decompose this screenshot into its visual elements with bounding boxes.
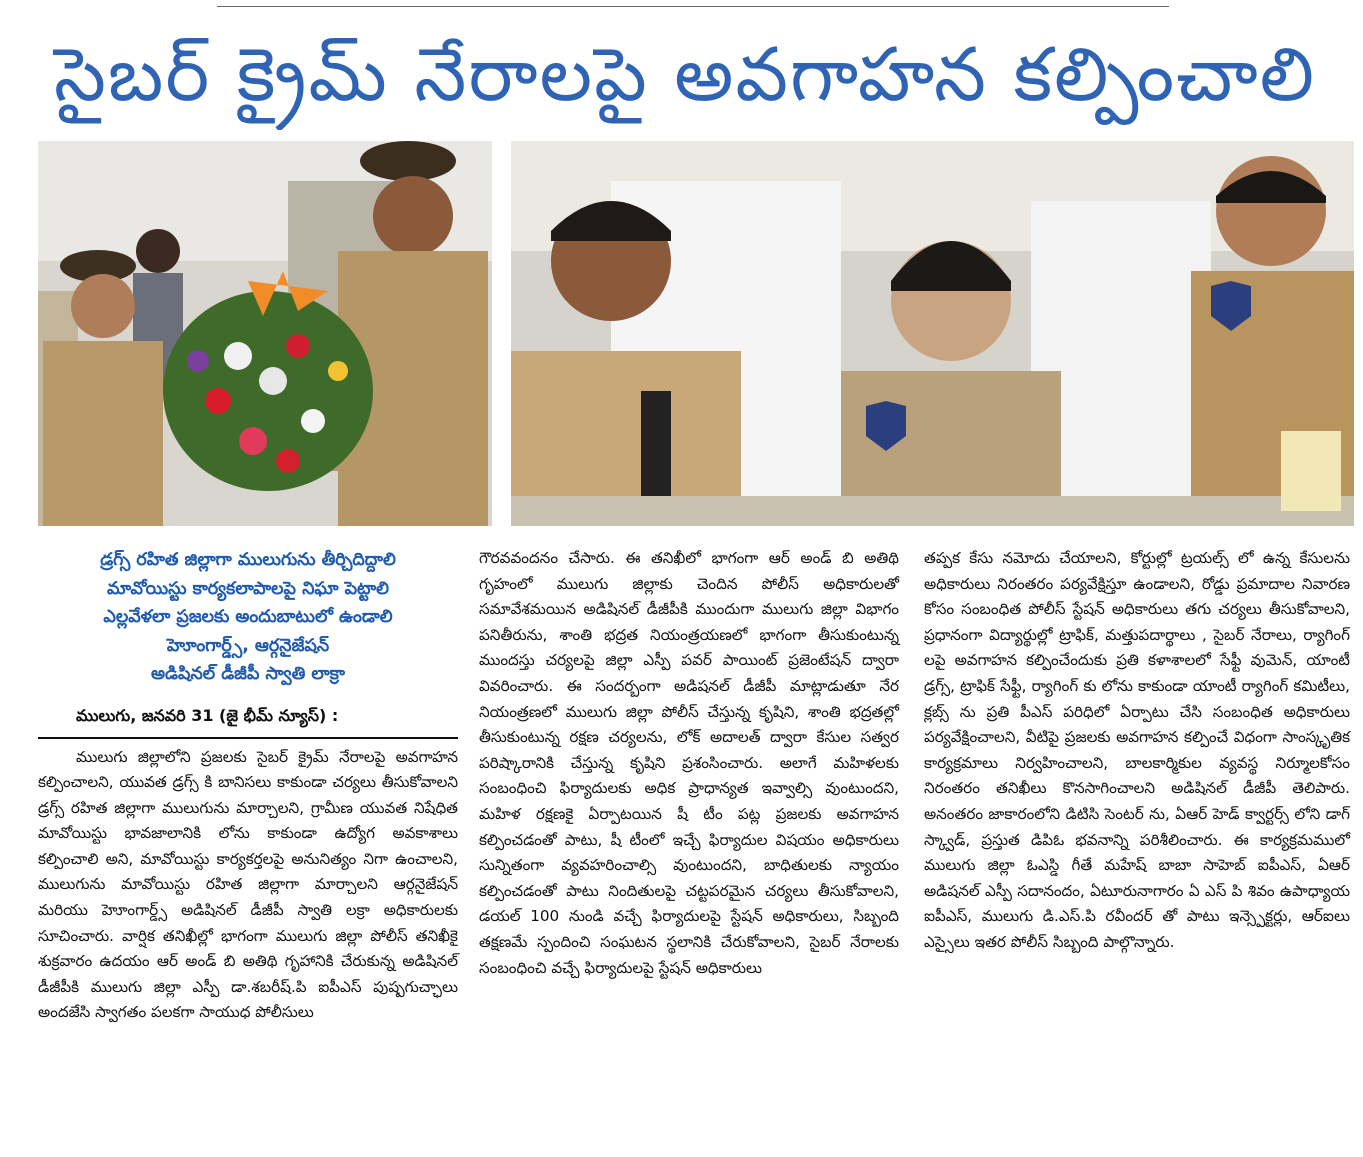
headline: సైబర్ క్రైమ్ నేరాలపై అవగాహన కల్పించాలి — [53, 32, 1317, 118]
article-text-col3: తప్పక కేసు నమోదు చేయాలని, కోర్టుల్లో ట్రయల్స్ లో ఉన్న కేసులను అధికారులు నిరంతరం పర్యవేక్షిస్తూ ఉండాలని, రోడ్డు ప్రమాదాల నివారణ కోసం సంబంధిత పోలీస్ స్టేషన్ అధికారులు తగు చర్యలు తీసుకోవాలని, ప్రధానంగా విద్యార్థుల్లో ట్రాఫిక్, మత్తుపదార్థాలు , సైబర్ నేరాలు, ర్యాగింగ్ లపై అవగాహన కల్పించేందుకు ప్రతి కళాశాలలో సేఫ్టీ వుమెన్, యాంటీ డ్రగ్స్, ట్రాఫిక్ సేఫ్టీ, ర్యాగింగ్ కు లోను కాకుండా యాంటీ ర్యాగింగ్ కమిటీలు, క్లబ్స్ ను ప్రతి పీఎస్ పరిధిలో ఏర్పాటు చేసి సంబంధిత అధికారులు పర్యవేక్షించాలని, వీటిపై ప్రజలకు అవగాహన కల్పించే విధంగా సాంస్కృతిక కార్యక్రమాలు నిర్వహించాలని, బాలకార్మికుల వ్యవస్థ నిర్మూలకోసం నిరంతరం తనిఖీలు కొనసాగించాలని అడిషినల్ డీజీపీ తెలిపారు. అనంతరం జాకారంలోని డిటిసి సెంటర్ ను, ఏఆర్ హెడ్ క్వార్టర్స్ లోని డాగ్ స్క్వాడ్, ప్రస్తుత డిపిఓ భవనాన్ని పరిశీలించారు. ఈ కార్యక్రమములో ములుగు జిల్లా ఓఎస్డి గీతే మహేష్ బాబా సాహెబ్ ఐపీఎస్, ఏఆర్ అడిషనల్ ఎస్పీ సదానందం, ఏటూరునాగారం ఏ ఎస్ పి శివం ఉపాధ్యాయ ఐపీఎస్, ములుగు డి.ఎస్.పి రవీందర్ తో పాటు ఇన్స్పెక్టర్లు, ఆర్ఐలు ఎస్సైలు ఇతర పోలీస్ సిబ్బంది పాల్గొన్నారు. — [924, 549, 1350, 951]
dateline: ములుగు, జనవరి 31 (జై భీమ్ న్యూస్) : — [76, 705, 339, 725]
subheadline: అడిషినల్ డీజీపీ స్వాతి లాక్రా — [151, 664, 345, 684]
top-rule — [217, 6, 1169, 7]
subheadline: హెూంగార్డ్స్, ఆర్గనైజేషన్ — [166, 635, 330, 656]
subheadline: మావోయిస్టు కార్యకలాపాలపై నిఘా పెట్టాలి — [106, 578, 389, 599]
subheadline: ఎల్లవేళలా ప్రజలకు అందుబాటులో ఉండాలి — [103, 607, 393, 627]
article-text-col2: గౌరవవందనం చేసారు. ఈ తనిఖీలో భాగంగా ఆర్ అండ్ బి అతిథి గృహంలో ములుగు జిల్లాకు చెందిన పోలీస్ అధికారులతో సమావేశమయిన అడిషినల్ డీజీపీకి ముందుగా ములుగు జిల్లా విభాగం పనితీరును, శాంతి భద్రత నియంత్రయణలో భాగంగా తీసుకుంటున్న ముందస్తు చర్యలపై జిల్లా ఎస్పీ పవర్ పాయింట్ ప్రజెంటేషన్ ద్వారా వివరించారు. ఈ సందర్బంగా అడిషనల్ డీజీపీ మాట్లాడుతూ నేర నియంత్రణలో ములుగు జిల్లా పోలీస్ చేస్తున్న కృషిని, శాంతి భద్రతల్లో తీసుకుంటున్న రక్షణ చర్యలను, లోక్ అదాలత్ ద్వారా కేసుల సత్వర పరిష్కారానికి చేస్తున్న కృషిని ప్రశంసించారు. అలాగే మహిళలకు సంబంధించి ఫిర్యాదులకు అధిక ప్రాధాన్యత ఇవ్వాల్సి వుంటుందని, మహిళ రక్షణకై ఏర్పాటయిన షీ టీం పట్ల ప్రజలకు అవగాహన కల్పించడంతో పాటు, షీ టీంలో ఇచ్చే ఫిర్యాదుల విషయం అధికారులు సున్నితంగా వ్యవహరించాల్సి వుంటుందని, బాధితులకు న్యాయం కల్పించడంతో పాటు నిందితులపై చట్టపరమైన చర్యలు తీసుకోవాలని, డయల్ 100 నుండి వచ్చే ఫిర్యాదులపై స్టేషన్ అధికారులు, సిబ్బంది తక్షణమే స్పందించి సంఘటన స్థలానికి చేరుకోవాలని, సైబర్ నేరాలకు సంబంధించి వచ్చే ఫిర్యాదులపై స్టేషన్ అధికారులు — [479, 549, 899, 977]
dateline-rule — [38, 737, 458, 739]
subheadline: డ్రగ్స్ రహిత జిల్లాగా ములుగును తీర్చిదిద్దాలి — [100, 550, 396, 570]
article-text-col1: ములుగు జిల్లాలోని ప్రజలకు సైబర్ క్రైమ్ నేరాలపై అవగాహన కల్పించాలని, యువత డ్రగ్స్ కి బానిసలు కాకుండా చర్యలు తీసుకోవాలని డ్రగ్స్ రహిత జిల్లాగా ములుగును మార్చాలని, గ్రామీణ యువత నిషేధిత మావోయిస్టు భావజాలానికి లోను కాకుండా ఉద్యోగ అవకాశాలు కల్పించాలి అని, మావోయిస్టు కార్యకర్తలపై అనునిత్యం నిగా ఉంచాలని, ములుగును మావోయిస్టు రహిత జిల్లాగా మార్చాలని ఆర్గనైజేషన్ మరియు హెూంగార్డ్స్ అడిషినల్ డీజీపీ స్వాతి లక్రా అధికారులకు సూచించారు. వార్షిక తనిఖీల్లో భాగంగా ములుగు జిల్లా పోలీస్ తనిఖీకై శుక్రవారం ఉదయం ఆర్ అండ్ బి అతిథి గృహానికి చేరుకున్న అడిషినల్ డీజీపీకి ములుగు జిల్లా ఎస్పీ డా.శబరీష్.పి ఐపీఎస్ పుష్పగుచ్ఛాలు అందజేసి స్వాగతం పలకగా సాయుధ పోలీసులు — [38, 747, 458, 1022]
officers-meeting-photo — [511, 141, 1354, 526]
article-column-3 — [924, 546, 1350, 956]
article-column-1 — [38, 546, 458, 1026]
article-subheadlines — [38, 546, 458, 689]
article-column-2 — [479, 546, 899, 981]
flower-bouquet-photo — [38, 141, 492, 526]
